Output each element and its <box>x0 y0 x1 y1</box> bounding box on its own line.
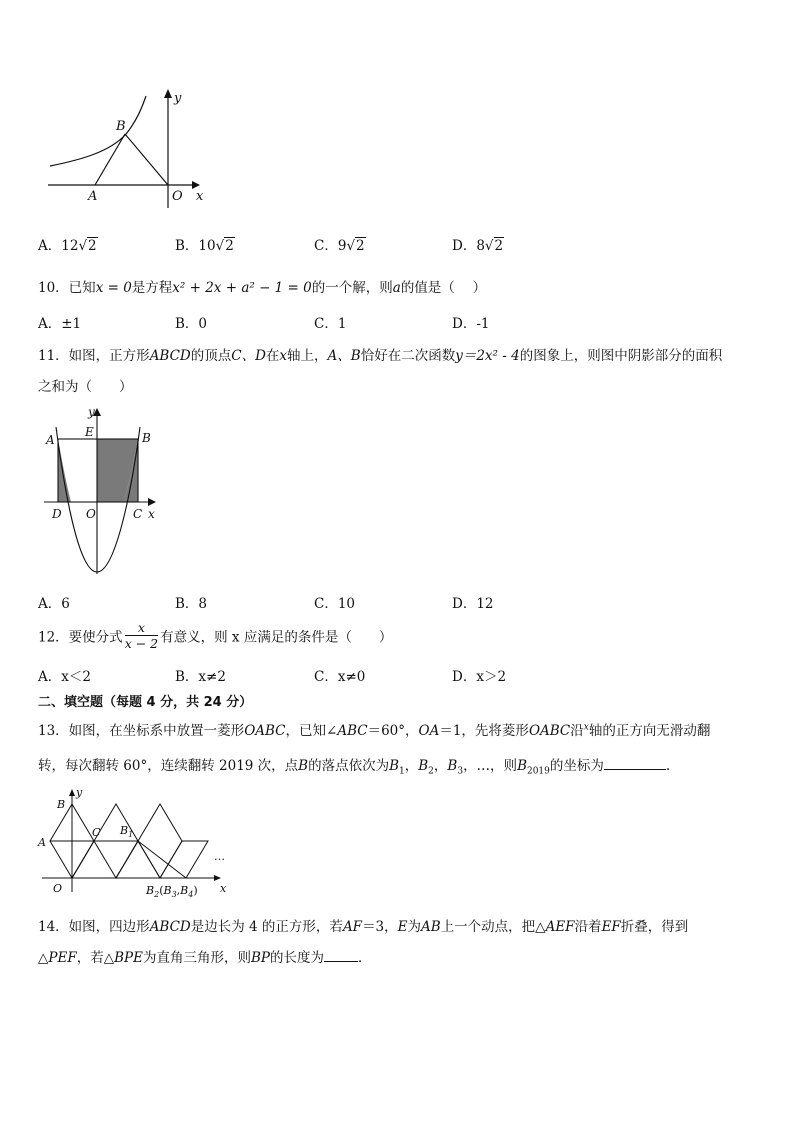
q12-option-c[interactable]: C．x≠0 <box>314 669 366 685</box>
q10-option-d[interactable]: D．-1 <box>452 316 490 332</box>
q14-stem-line2: △PEF，若△BPE为直角三角形，则BP的长度为 ． <box>38 950 372 966</box>
label-dots: … <box>214 850 225 863</box>
q12-fraction: $\frac{x}{x - 2}$ <box>124 620 159 651</box>
q11-stem-line1: 11．如图，正方形ABCD的顶点C、D在x轴上，A、B恰好在二次函数y＝2x² - 4的图象上，则图中阴影部分的面积 <box>38 348 723 364</box>
segment-bo <box>125 134 168 185</box>
label-x: x <box>148 507 155 521</box>
q9-figure <box>40 86 220 216</box>
label-a: A <box>38 836 46 849</box>
label-b2-b3-b4: $B_2(B_3,B_4)$ <box>146 884 198 899</box>
segment-ab <box>95 134 125 185</box>
rhombus-roll-5 <box>160 841 208 878</box>
q9-option-d[interactable]: D．8√2 <box>452 238 504 254</box>
label-o: O <box>53 882 63 895</box>
rhombus-roll-3 <box>116 841 160 878</box>
q11-figure <box>40 402 170 582</box>
q9-option-c[interactable]: C．9√2 <box>314 238 365 254</box>
q13-figure <box>36 784 246 900</box>
q13-answer-blank[interactable] <box>604 757 666 770</box>
label-b: B <box>142 431 151 445</box>
q12-option-d[interactable]: D．x＞2 <box>452 669 507 685</box>
q12-option-b[interactable]: B．x≠2 <box>175 669 226 685</box>
rhombus-roll-4 <box>138 804 182 878</box>
label-d: D <box>52 507 62 521</box>
shaded-region-left <box>58 439 71 502</box>
q11-option-c[interactable]: C．10 <box>314 596 356 612</box>
q11-option-d[interactable]: D．12 <box>452 596 494 612</box>
q10-stem: 10．已知x = 0是方程x² + 2x + a² − 1 = 0的一个解，则a的值是（ ） <box>38 280 487 296</box>
x-axis-arrow <box>192 181 200 189</box>
label-a: A <box>46 433 55 447</box>
q14-answer-blank[interactable] <box>324 949 358 962</box>
label-y: y <box>88 405 95 419</box>
q10-option-b[interactable]: B．0 <box>175 316 208 332</box>
q11-option-b[interactable]: B．8 <box>175 596 208 612</box>
q11-stem-line2: 之和为（ ） <box>38 379 133 395</box>
q10-option-c[interactable]: C．1 <box>314 316 347 332</box>
label-y: y <box>76 786 83 799</box>
label-a: A <box>88 189 98 204</box>
q12-option-a[interactable]: A．x＜2 <box>38 669 91 685</box>
label-b: B <box>116 119 126 134</box>
y-axis-arrow <box>164 89 172 98</box>
q9-option-a[interactable]: A．12√2 <box>38 238 97 254</box>
x-axis-arrow <box>214 875 221 881</box>
label-x: x <box>196 189 204 204</box>
label-c: C <box>133 507 143 521</box>
label-e: E <box>85 425 94 439</box>
label-b1: $B_1$ <box>120 824 134 839</box>
label-x: x <box>220 882 227 895</box>
label-c: C <box>92 826 101 839</box>
q11-option-a[interactable]: A．6 <box>38 596 70 612</box>
q9-option-b[interactable]: B．10√2 <box>175 238 234 254</box>
label-b: B <box>57 798 66 811</box>
q13-stem-line1: 13．如图，在坐标系中放置一菱形OABC，已知∠ABC＝60°，OA＝1，先将菱形OABC沿$^x$轴的正方向无滑动翻 <box>38 722 711 739</box>
x-axis-arrow <box>148 498 156 506</box>
section-title-fill-in: 二、填空题（每题 4 分，共 24 分） <box>38 695 253 710</box>
label-y: y <box>174 91 182 106</box>
q14-stem-line1: 14．如图，四边形ABCD是边长为 4 的正方形，若AF＝3，E为AB上一个动点，把△AEF沿着EF折叠，得到 <box>38 919 689 935</box>
diag-1 <box>72 841 94 878</box>
q10-option-a[interactable]: A．±1 <box>38 316 82 332</box>
q12-stem: 12．要使分式 $\frac{x}{x - 2}$ 有意义，则 x 应满足的条件是（ ） <box>38 620 393 651</box>
y-axis-arrow <box>69 789 75 796</box>
label-o: O <box>86 507 96 521</box>
label-o: O <box>172 189 183 204</box>
q13-stem-line2: 转，每次翻转 60°，连续翻转 2019 次，点B的落点依次为$B_1$，$B_2$，$B_3$，…，则$B_{2019}$的坐标为 . <box>38 758 671 777</box>
exponential-curve <box>50 96 146 166</box>
